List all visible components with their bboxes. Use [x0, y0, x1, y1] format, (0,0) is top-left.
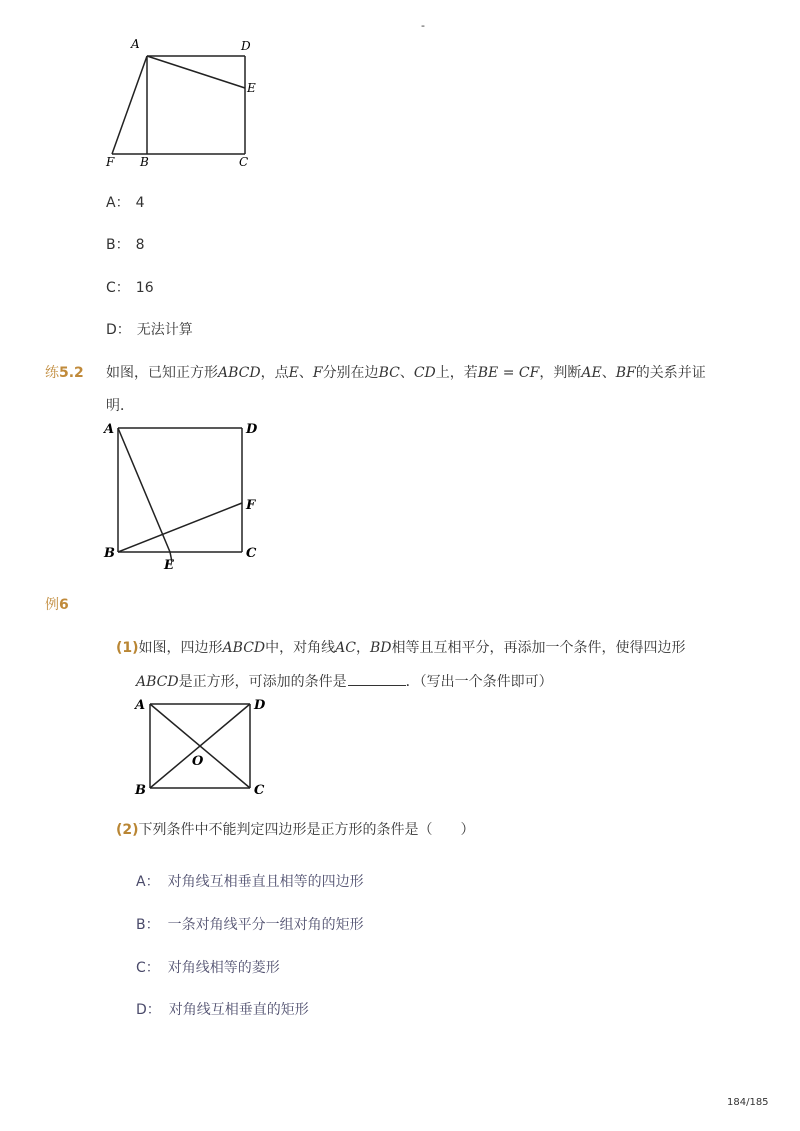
text: 上，若: [435, 365, 478, 381]
figure-square-ae-bf: [100, 416, 270, 576]
text: 、: [298, 365, 313, 381]
math: AE: [581, 365, 602, 381]
label-f: F: [246, 498, 256, 513]
label-d: D: [254, 698, 266, 713]
option-text: 对角线互相垂直的矩形: [168, 1002, 309, 1018]
text: ，点: [260, 365, 289, 381]
option-key: B：: [136, 917, 160, 933]
label-a: A: [131, 37, 140, 51]
label-a: A: [104, 422, 115, 437]
example-prefix: 例: [45, 597, 59, 613]
figure-square-abcd-with-f: [100, 34, 270, 174]
text: 如图，四边形: [138, 640, 223, 656]
option-key: D：: [106, 322, 131, 338]
text: 分别在边: [322, 365, 379, 381]
text: 的关系并证: [635, 365, 706, 381]
math: BC: [378, 365, 400, 381]
label-b: B: [135, 783, 146, 798]
option-text: 无法计算: [136, 322, 193, 338]
figure-rectangle-diagonals: [130, 694, 280, 804]
text: 下列条件中不能判定四边形是正方形的条件是（ ）: [138, 822, 475, 838]
text: ，判断: [539, 365, 582, 381]
label-c: C: [239, 155, 249, 169]
math: F: [312, 365, 323, 381]
math: BF: [615, 365, 636, 381]
option-c[interactable]: [106, 278, 154, 298]
label-b: B: [104, 546, 115, 561]
option-key: C：: [106, 280, 130, 296]
option-text: 8: [135, 237, 145, 253]
page-number: 184/185: [727, 1097, 769, 1108]
label-f: F: [106, 155, 115, 169]
text: 、: [399, 365, 414, 381]
exercise-label: [45, 363, 84, 383]
part2-option-d[interactable]: [136, 1000, 309, 1020]
option-a[interactable]: [106, 193, 145, 213]
option-text: 4: [135, 195, 145, 211]
part2-option-a[interactable]: [136, 872, 364, 892]
exercise-text-line1: [106, 363, 706, 383]
text: 相等且互相平分，再添加一个条件，使得四边形: [391, 640, 686, 656]
option-key: D：: [136, 1002, 161, 1018]
text: ．（写出一个条件即可）: [405, 674, 553, 690]
math: ABCD: [222, 640, 266, 656]
label-d: D: [246, 422, 258, 437]
part2-option-b[interactable]: [136, 915, 364, 935]
label-a: A: [135, 698, 146, 713]
math: ABCD: [136, 674, 179, 690]
part2-option-c[interactable]: [136, 958, 280, 978]
option-d[interactable]: [106, 320, 193, 340]
label-o: O: [192, 754, 204, 769]
math: ABCD: [218, 365, 261, 381]
text: 是正方形，可添加的条件是: [178, 674, 347, 690]
math: CD: [413, 365, 436, 381]
label-c: C: [254, 783, 265, 798]
math: AC: [335, 640, 356, 656]
label-c: C: [246, 546, 257, 561]
text: 中，对角线: [265, 640, 336, 656]
option-text: 一条对角线平分一组对角的矩形: [167, 917, 364, 933]
math: E: [288, 365, 299, 381]
label-d: D: [241, 39, 251, 53]
exercise-prefix: 练: [45, 365, 59, 381]
label-e: E: [164, 558, 174, 573]
part2-question: [116, 820, 475, 840]
text: ，: [355, 640, 370, 656]
example-number: 6: [59, 597, 69, 613]
option-key: C：: [136, 960, 160, 976]
text: 如图，已知正方形: [106, 365, 218, 381]
answer-blank[interactable]: [348, 671, 406, 686]
option-key: A：: [136, 874, 160, 890]
top-mark: -: [421, 19, 425, 32]
part-number: (2): [116, 822, 139, 838]
part-number: (1): [116, 640, 139, 656]
option-text: 对角线互相垂直且相等的四边形: [167, 874, 364, 890]
part1-line1: [116, 638, 686, 658]
exercise-text-line2: 明．: [106, 398, 134, 414]
example-label: [45, 595, 69, 615]
math: BD: [369, 640, 392, 656]
label-b: B: [140, 155, 149, 169]
option-text: 16: [135, 280, 154, 296]
part1-line2: [136, 671, 553, 692]
label-e: E: [247, 81, 256, 95]
option-key: A：: [106, 195, 130, 211]
exercise-number: 5.2: [59, 365, 84, 381]
option-b[interactable]: [106, 235, 145, 255]
text: 、: [601, 365, 616, 381]
option-text: 对角线相等的菱形: [167, 960, 280, 976]
option-key: B：: [106, 237, 130, 253]
math: BE = CF: [477, 365, 540, 381]
